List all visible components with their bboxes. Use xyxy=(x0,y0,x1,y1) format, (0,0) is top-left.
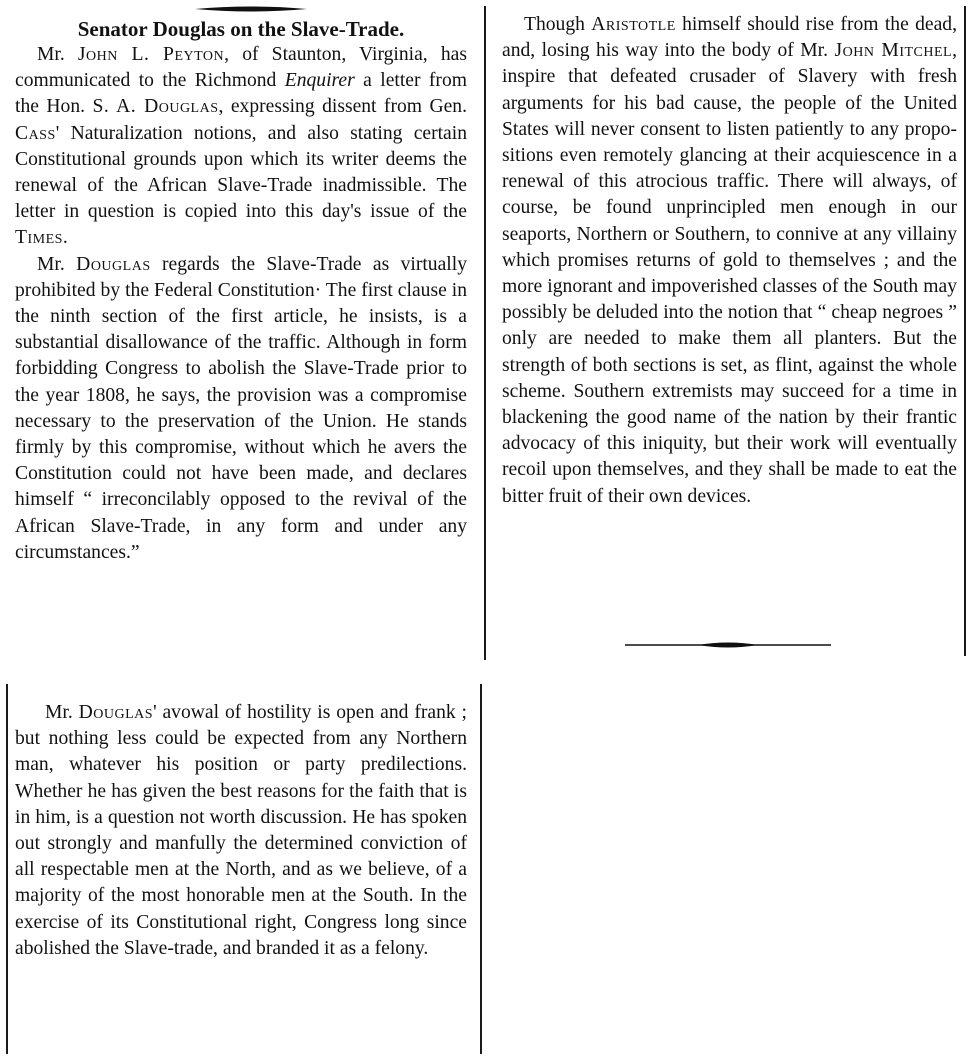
name-douglas-2: Douglas xyxy=(76,253,151,275)
headline: Senator Douglas on the Slave-Trade. xyxy=(77,17,405,41)
end-ornament-rule xyxy=(625,640,831,650)
name-aristotle: Aristotle xyxy=(591,14,676,35)
name-douglas: S. A. Douglas xyxy=(92,96,219,118)
column-rule-far-right xyxy=(964,6,966,656)
paragraph-peyton: Mr. John L. Peyton, of Staunton, Virginia, has communicated to the Richmond Enquirer a letter from the Hon. S. A. Douglas, expressing dissent from Gen. Cass' Naturalization notions, and also stating certain Constitutional grounds upon which its writer deems the renewal of the African Slave-Trade inadmissible. The letter in question is copied into this day's issue of the Times. xyxy=(15,44,467,249)
column-rule-center-bottom xyxy=(480,684,482,1054)
newspaper-times: Times xyxy=(15,227,63,249)
column-rule-right xyxy=(484,6,486,660)
name-douglas-3: Douglas xyxy=(78,702,154,723)
article-aristotle xyxy=(502,12,957,510)
newspaper-enquirer: Enquirer xyxy=(284,70,355,92)
article-avowal xyxy=(15,700,467,962)
top-ornament-rule xyxy=(195,4,307,14)
paragraph-avowal: Mr. Douglas' avowal of hostility is open and frank ; but nothing less could be expected from any Northern man, whatever his position or party predilections. Whether he has given the best reasons for the faith that is in him, is a question not worth discussion. He has spoken out strongly and manfully the determined conviction of all respectable men at the North, and as we believe, of a majority of the most honorable men at the South. In the exercise of its Constitutional right, Congress long since abolished the Slave-trade, and branded it as a felony. xyxy=(15,702,467,959)
name-john-peyton: John L. Peyton xyxy=(77,44,225,65)
name-cass: Cass xyxy=(15,122,56,144)
paragraph-aristotle: Though Aristotle himself should rise from the dead, and, losing his way into the body of Mr. John Mitchel, inspire that defeated crusader of Slavery with fresh arguments for his bad cause, the people of the United States will never consent to listen patiently to any propositions even remotely glancing at their acquiescence in a renewal of this atrocious traffic. There will always, of course, be found unprincipled men enough in our seaports, Northern or Southern, to connive at any villainy which promises returns of gold to themselves ; and the more ignorant and impoverished classes of the South may possibly be deluded into the notion that “ cheap negroes ” only are needed to make them all planters. But the strength of both sections is set, as flint, against the whole scheme. Southern extremists may succeed for a time in blackening the good name of the nation by their frantic advocacy of this iniquity, but their work will eventually recoil upon themselves, and they shall be made to eat the bitter fruit of their own devices. xyxy=(502,14,957,507)
name-john-mitchel: John Mitchel xyxy=(834,40,953,62)
paragraph-constitution: Mr. Douglas regards the Slave-Trade as virtually prohibited by the Federal Constitution· The first clause in the ninth section of the first article, he insists, is a substantial disallowance of the traffic. Although in form forbidding Congress to abolish the Slave-Trade prior to the year 1808, he says, the provision was a compromise necessary to the preservation of the Union. He stands firmly by this compromise, without which he avers the Constitution could not have been made, and declares himself “ irreconcilably opposed to the revival of the African Slave-Trade, in any form and under any circumstances.” xyxy=(15,253,467,563)
article-douglas-letter xyxy=(15,16,467,566)
column-rule-left-bottom xyxy=(6,684,8,1054)
